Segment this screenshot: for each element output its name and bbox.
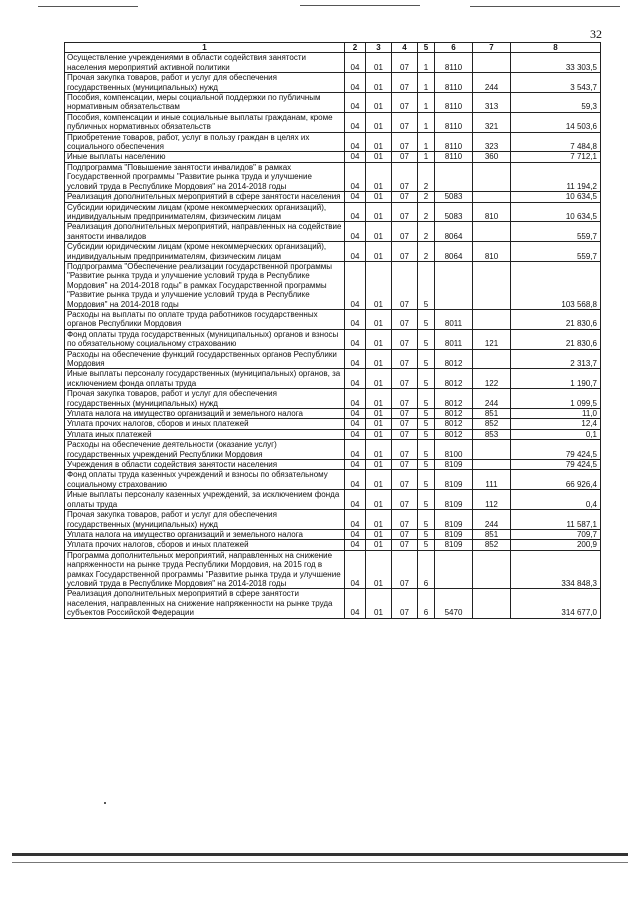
row-col3-cell: 01 [366,329,392,349]
row-col7-cell: 852 [473,419,511,429]
row-name-cell: Реализация дополнительных мероприятий в сфере занятости населения [65,192,345,202]
row-col5-cell: 5 [418,409,435,419]
row-col3-cell: 01 [366,490,392,510]
row-col4-cell: 07 [392,510,418,530]
row-col7-cell: 360 [473,152,511,162]
row-col3-cell: 01 [366,349,392,369]
row-col2-cell: 04 [345,53,366,73]
table-row [65,540,601,550]
row-col7-cell [473,261,511,309]
row-col3-cell: 01 [366,550,392,589]
header-col-2: 2 [345,43,366,53]
row-col6-cell: 8012 [435,419,473,429]
row-amount-cell: 79 424,5 [511,440,601,460]
row-col7-cell [473,192,511,202]
row-col5-cell: 2 [418,222,435,242]
row-col3-cell: 01 [366,589,392,618]
row-col5-cell: 2 [418,162,435,191]
row-col4-cell: 07 [392,162,418,191]
header-col-5: 5 [418,43,435,53]
table-row [65,589,601,618]
row-col7-cell: 852 [473,540,511,550]
table-row [65,192,601,202]
row-col7-cell: 810 [473,242,511,262]
table-row [65,419,601,429]
row-col5-cell: 5 [418,309,435,329]
row-amount-cell: 21 830,6 [511,309,601,329]
row-col2-cell: 04 [345,440,366,460]
row-col2-cell: 04 [345,529,366,539]
row-col3-cell: 01 [366,460,392,470]
row-col7-cell [473,222,511,242]
row-col6-cell: 8109 [435,470,473,490]
table-body [65,53,601,618]
table-row [65,162,601,191]
row-col4-cell: 07 [392,550,418,589]
row-col2-cell: 04 [345,309,366,329]
scan-artifact-line [470,6,620,7]
row-amount-cell: 12,4 [511,419,601,429]
row-col2-cell: 04 [345,132,366,152]
row-name-cell: Расходы на обеспечение функций государственных органов Республики Мордовия [65,349,345,369]
row-col3-cell: 01 [366,93,392,113]
row-col7-cell: 122 [473,369,511,389]
table-row [65,440,601,460]
row-col2-cell: 04 [345,369,366,389]
row-col4-cell: 07 [392,222,418,242]
row-col4-cell: 07 [392,202,418,222]
row-col5-cell: 5 [418,460,435,470]
row-col4-cell: 07 [392,93,418,113]
row-name-cell: Субсидии юридическим лицам (кроме некоммерческих организаций), индивидуальным предпринимателям, физическим лицам [65,202,345,222]
row-col6-cell: 8012 [435,409,473,419]
row-col4-cell: 07 [392,132,418,152]
header-col-1: 1 [65,43,345,53]
row-col2-cell: 04 [345,162,366,191]
header-col-6: 6 [435,43,473,53]
row-col2-cell: 04 [345,460,366,470]
row-col4-cell: 07 [392,53,418,73]
row-col7-cell: 323 [473,132,511,152]
row-col2-cell: 04 [345,550,366,589]
row-col4-cell: 07 [392,490,418,510]
row-amount-cell: 79 424,5 [511,460,601,470]
row-amount-cell: 59,3 [511,93,601,113]
row-col2-cell: 04 [345,429,366,439]
row-col6-cell: 5470 [435,589,473,618]
row-amount-cell: 11,0 [511,409,601,419]
header-col-7: 7 [473,43,511,53]
row-col5-cell: 2 [418,202,435,222]
row-col3-cell: 01 [366,152,392,162]
table-row [65,309,601,329]
row-col2-cell: 04 [345,152,366,162]
row-col7-cell [473,589,511,618]
row-col6-cell: 8109 [435,529,473,539]
row-col5-cell: 6 [418,550,435,589]
row-col6-cell: 8064 [435,222,473,242]
row-amount-cell: 2 313,7 [511,349,601,369]
row-amount-cell: 3 543,7 [511,73,601,93]
table-row [65,152,601,162]
row-amount-cell: 21 830,6 [511,329,601,349]
row-col2-cell: 04 [345,389,366,409]
row-col5-cell: 5 [418,261,435,309]
table-row [65,73,601,93]
row-amount-cell: 11 194,2 [511,162,601,191]
row-col2-cell: 04 [345,261,366,309]
row-col5-cell: 2 [418,192,435,202]
row-col6-cell: 8109 [435,540,473,550]
row-col5-cell: 5 [418,369,435,389]
row-col4-cell: 07 [392,460,418,470]
row-col3-cell: 01 [366,429,392,439]
row-amount-cell: 334 848,3 [511,550,601,589]
row-amount-cell: 1 190,7 [511,369,601,389]
row-name-cell: Расходы на выплаты по оплате труда работников государственных органов Республики Мордовия [65,309,345,329]
row-col7-cell: 121 [473,329,511,349]
row-col2-cell: 04 [345,540,366,550]
row-col3-cell: 01 [366,309,392,329]
row-col2-cell: 04 [345,329,366,349]
row-col5-cell: 5 [418,470,435,490]
row-name-cell: Подпрограмма "Повышение занятости инвалидов" в рамках Государственной программы "Развитие рынка труда и улучшение условий труда в Республике Мордовия" на 2014-2018 годы [65,162,345,191]
row-name-cell: Уплата налога на имущество организаций и земельного налога [65,409,345,419]
row-col3-cell: 01 [366,529,392,539]
row-col7-cell [473,309,511,329]
table-row [65,369,601,389]
row-col7-cell [473,53,511,73]
row-col3-cell: 01 [366,369,392,389]
table-row [65,242,601,262]
row-col7-cell: 244 [473,389,511,409]
row-col5-cell: 6 [418,589,435,618]
row-col4-cell: 07 [392,389,418,409]
row-col3-cell: 01 [366,389,392,409]
row-col3-cell: 01 [366,73,392,93]
row-col4-cell: 07 [392,529,418,539]
row-col5-cell: 2 [418,242,435,262]
row-col6-cell: 8110 [435,73,473,93]
row-col5-cell: 5 [418,510,435,530]
row-col6-cell: 8110 [435,53,473,73]
row-name-cell: Фонд оплаты труда государственных (муниципальных) органов и взносы по обязательному социальному страхованию [65,329,345,349]
row-name-cell: Иные выплаты персоналу казенных учреждений, за исключением фонда оплаты труда [65,490,345,510]
row-col3-cell: 01 [366,470,392,490]
scan-bottom-bar [12,853,628,856]
row-col7-cell: 111 [473,470,511,490]
row-col2-cell: 04 [345,192,366,202]
row-col6-cell: 5083 [435,192,473,202]
row-amount-cell: 7 484,8 [511,132,601,152]
row-col7-cell [473,460,511,470]
row-col7-cell [473,162,511,191]
row-col6-cell [435,550,473,589]
row-col7-cell [473,440,511,460]
row-name-cell: Приобретение товаров, работ, услуг в пользу граждан в целях их социального обеспечения [65,132,345,152]
row-name-cell: Уплата иных платежей [65,429,345,439]
row-col7-cell: 851 [473,409,511,419]
row-col7-cell: 244 [473,73,511,93]
row-col5-cell: 5 [418,419,435,429]
row-col3-cell: 01 [366,510,392,530]
row-col4-cell: 07 [392,440,418,460]
row-col4-cell: 07 [392,470,418,490]
table-row [65,329,601,349]
header-col-4: 4 [392,43,418,53]
row-col7-cell: 851 [473,529,511,539]
row-col2-cell: 04 [345,419,366,429]
row-col6-cell: 8012 [435,369,473,389]
row-col4-cell: 07 [392,242,418,262]
row-col4-cell: 07 [392,409,418,419]
row-col7-cell: 321 [473,112,511,132]
row-col5-cell: 1 [418,93,435,113]
row-name-cell: Подпрограмма "Обеспечение реализации государственной программы "Развитие рынка труда и улучшение условий труда в Республике Мордовия" на 2014-2018 годы" в рамках Государственной программы "Развитие рынка труда и улучшение условий труда в Республике Мордовия" на 2014-2018 годы [65,261,345,309]
row-amount-cell: 0,1 [511,429,601,439]
row-amount-cell: 314 677,0 [511,589,601,618]
row-name-cell: Фонд оплаты труда казенных учреждений и взносы по обязательному социальному страхованию [65,470,345,490]
row-amount-cell: 709,7 [511,529,601,539]
row-col6-cell: 8110 [435,93,473,113]
row-name-cell: Реализация дополнительных мероприятий, направленных на содействие занятости инвалидов [65,222,345,242]
scan-artifact-line [38,6,138,7]
row-amount-cell: 10 634,5 [511,192,601,202]
row-col4-cell: 07 [392,112,418,132]
table-row [65,529,601,539]
row-col6-cell: 8110 [435,112,473,132]
row-col5-cell: 1 [418,112,435,132]
row-col4-cell: 07 [392,349,418,369]
table-row [65,53,601,73]
row-col6-cell: 8109 [435,510,473,530]
row-col3-cell: 01 [366,419,392,429]
row-name-cell: Пособия, компенсации, меры социальной поддержки по публичным нормативным обязательствам [65,93,345,113]
table-row [65,460,601,470]
row-col3-cell: 01 [366,409,392,419]
row-name-cell: Прочая закупка товаров, работ и услуг для обеспечения государственных (муниципальных) нужд [65,510,345,530]
table-row [65,550,601,589]
row-col4-cell: 07 [392,429,418,439]
row-col6-cell: 5083 [435,202,473,222]
table-row [65,112,601,132]
row-col5-cell: 5 [418,529,435,539]
row-col3-cell: 01 [366,261,392,309]
table-row [65,261,601,309]
row-col2-cell: 04 [345,490,366,510]
row-name-cell: Программа дополнительных мероприятий, направленных на снижение напряженности на рынке труда Республики Мордовия, на 2015 год в рамках Государственной программы "Развитие рынка труда и улучшение условий труда в Республике Мордовия" на 2014-2018 годы [65,550,345,589]
row-col6-cell: 8110 [435,152,473,162]
row-name-cell: Субсидии юридическим лицам (кроме некоммерческих организаций), индивидуальным предпринимателям, физическим лицам [65,242,345,262]
row-col3-cell: 01 [366,202,392,222]
row-col6-cell: 8064 [435,242,473,262]
row-col7-cell [473,349,511,369]
row-col4-cell: 07 [392,419,418,429]
row-col5-cell: 5 [418,329,435,349]
row-col3-cell: 01 [366,53,392,73]
row-col6-cell: 8012 [435,389,473,409]
row-col6-cell [435,261,473,309]
scan-bottom-line [12,862,628,863]
row-col2-cell: 04 [345,589,366,618]
table-header-row [65,43,601,53]
row-name-cell: Прочая закупка товаров, работ и услуг для обеспечения государственных (муниципальных) нужд [65,73,345,93]
row-col6-cell [435,162,473,191]
table-row [65,490,601,510]
row-col3-cell: 01 [366,162,392,191]
row-col6-cell: 8011 [435,329,473,349]
table-row [65,222,601,242]
row-col5-cell: 5 [418,540,435,550]
row-col2-cell: 04 [345,93,366,113]
table-row [65,389,601,409]
header-col-8: 8 [511,43,601,53]
scan-artifact-line [300,5,420,6]
row-amount-cell: 10 634,5 [511,202,601,222]
row-amount-cell: 66 926,4 [511,470,601,490]
scan-speck [104,802,106,804]
row-col5-cell: 1 [418,132,435,152]
row-col2-cell: 04 [345,112,366,132]
row-col3-cell: 01 [366,192,392,202]
row-name-cell: Иные выплаты персоналу государственных (муниципальных) органов, за исключением фонда оплаты труда [65,369,345,389]
row-col6-cell: 8109 [435,460,473,470]
table-row [65,429,601,439]
row-amount-cell: 200,9 [511,540,601,550]
row-col7-cell: 853 [473,429,511,439]
table-row [65,132,601,152]
row-col2-cell: 04 [345,409,366,419]
row-col2-cell: 04 [345,510,366,530]
row-amount-cell: 559,7 [511,222,601,242]
row-name-cell: Иные выплаты населению [65,152,345,162]
row-col2-cell: 04 [345,202,366,222]
row-name-cell: Уплата налога на имущество организаций и земельного налога [65,529,345,539]
row-amount-cell: 33 303,5 [511,53,601,73]
row-col6-cell: 8100 [435,440,473,460]
row-col2-cell: 04 [345,73,366,93]
row-col4-cell: 07 [392,192,418,202]
row-col3-cell: 01 [366,440,392,460]
table-row [65,470,601,490]
row-col2-cell: 04 [345,470,366,490]
row-amount-cell: 1 099,5 [511,389,601,409]
row-name-cell: Уплата прочих налогов, сборов и иных платежей [65,419,345,429]
row-name-cell: Пособия, компенсации и иные социальные выплаты гражданам, кроме публичных нормативных обязательств [65,112,345,132]
row-amount-cell: 559,7 [511,242,601,262]
row-col4-cell: 07 [392,261,418,309]
row-col3-cell: 01 [366,112,392,132]
row-name-cell: Уплата прочих налогов, сборов и иных платежей [65,540,345,550]
row-col4-cell: 07 [392,329,418,349]
row-col5-cell: 1 [418,53,435,73]
row-amount-cell: 7 712,1 [511,152,601,162]
row-col5-cell: 5 [418,440,435,460]
table-row [65,409,601,419]
table-row [65,202,601,222]
row-amount-cell: 103 568,8 [511,261,601,309]
row-col7-cell: 244 [473,510,511,530]
row-name-cell: Расходы на обеспечение деятельности (оказание услуг) государственных учреждений Республики Мордовия [65,440,345,460]
row-col7-cell: 810 [473,202,511,222]
row-col6-cell: 8110 [435,132,473,152]
row-amount-cell: 0,4 [511,490,601,510]
row-col5-cell: 5 [418,389,435,409]
row-col5-cell: 1 [418,152,435,162]
row-col4-cell: 07 [392,540,418,550]
row-col3-cell: 01 [366,242,392,262]
row-col6-cell: 8109 [435,490,473,510]
page-number: 32 [590,27,602,41]
row-col2-cell: 04 [345,242,366,262]
row-col4-cell: 07 [392,309,418,329]
row-col3-cell: 01 [366,540,392,550]
row-col7-cell: 112 [473,490,511,510]
row-col5-cell: 1 [418,73,435,93]
row-col2-cell: 04 [345,222,366,242]
row-name-cell: Осуществление учреждениями в области содействия занятости населения мероприятий активной политики [65,53,345,73]
row-col7-cell: 313 [473,93,511,113]
row-col4-cell: 07 [392,73,418,93]
row-col4-cell: 07 [392,369,418,389]
row-col6-cell: 8012 [435,429,473,439]
header-col-3: 3 [366,43,392,53]
row-col4-cell: 07 [392,589,418,618]
row-col2-cell: 04 [345,349,366,369]
row-col7-cell [473,550,511,589]
row-amount-cell: 11 587,1 [511,510,601,530]
table-row [65,93,601,113]
row-amount-cell: 14 503,6 [511,112,601,132]
row-col5-cell: 5 [418,429,435,439]
row-col6-cell: 8011 [435,309,473,329]
row-col4-cell: 07 [392,152,418,162]
row-name-cell: Учреждения в области содействия занятости населения [65,460,345,470]
table-row [65,510,601,530]
row-col5-cell: 5 [418,490,435,510]
table-row [65,349,601,369]
row-name-cell: Прочая закупка товаров, работ и услуг для обеспечения государственных (муниципальных) нужд [65,389,345,409]
row-col3-cell: 01 [366,132,392,152]
row-col6-cell: 8012 [435,349,473,369]
row-col3-cell: 01 [366,222,392,242]
row-col5-cell: 5 [418,349,435,369]
row-name-cell: Реализация дополнительных мероприятий в сфере занятости населения, направленных на снижение напряженности на рынке труда субъектов Российской Федерации [65,589,345,618]
budget-table [64,42,601,619]
